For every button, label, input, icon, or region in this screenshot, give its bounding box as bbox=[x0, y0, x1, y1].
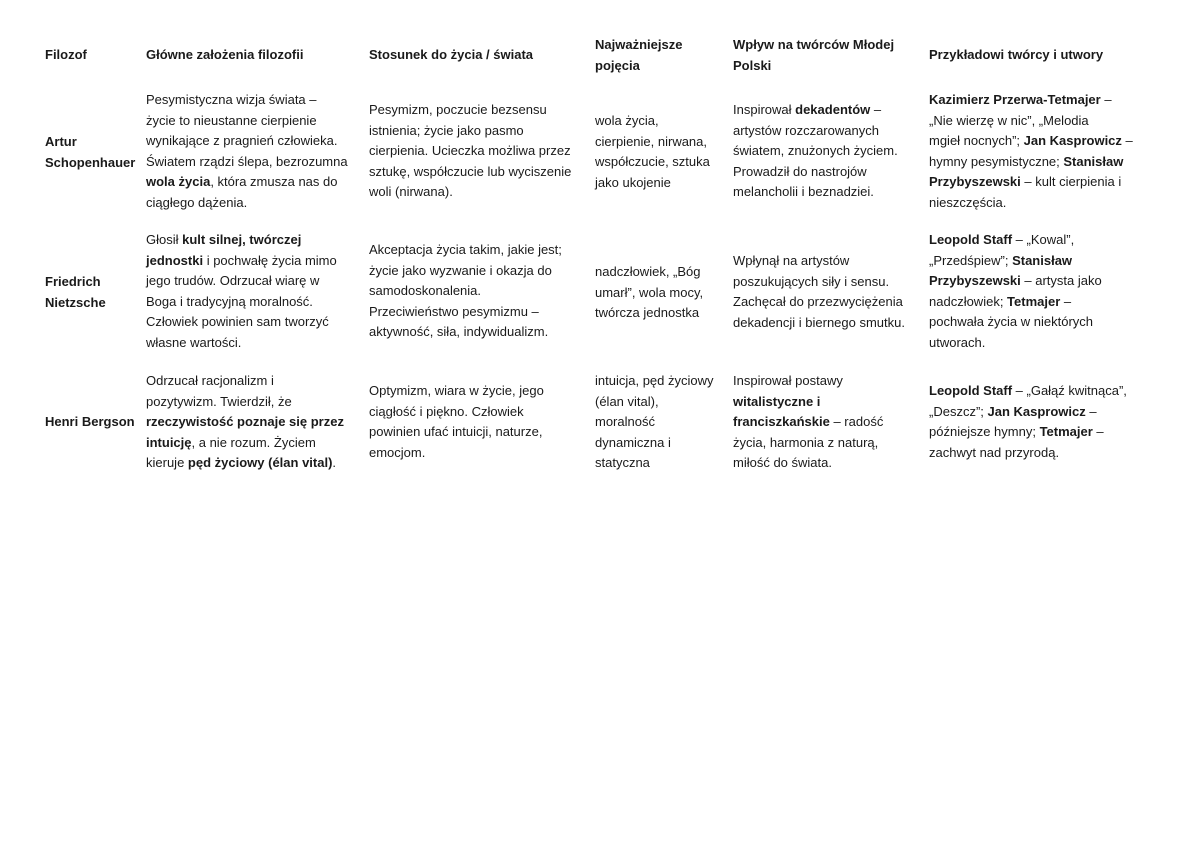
text-run: melancholii i beznadziei. bbox=[733, 184, 874, 199]
cell-text-line bbox=[369, 141, 571, 162]
text-run: Akceptacja życia takim, jakie jest; bbox=[369, 242, 562, 257]
cell-text-line bbox=[929, 90, 1133, 111]
text-run: cierpienie, nirwana, bbox=[595, 133, 708, 149]
cell-text-line bbox=[146, 312, 337, 333]
text-run: Pesymizm, poczucie bezsensu bbox=[369, 102, 547, 117]
bold-text-run: Jan Kasprowicz bbox=[1023, 133, 1122, 148]
text-run: i pochwałę życia mimo bbox=[203, 252, 337, 268]
bold-text-run: wola życia bbox=[146, 174, 211, 189]
header-line: Filozof bbox=[45, 47, 87, 62]
text-run: „Deszcz”; bbox=[929, 403, 988, 419]
cell-text-line bbox=[929, 381, 1127, 402]
text-run: Odrzucał racjonalizm i bbox=[146, 373, 274, 388]
text-run: istnienia; życie jako pasmo bbox=[369, 122, 524, 138]
header-line: Polski bbox=[733, 57, 772, 73]
bold-text-run: rzeczywistość poznaje się przez bbox=[146, 414, 344, 429]
cell-text-line bbox=[595, 412, 714, 433]
row3-attitude bbox=[369, 381, 544, 463]
cell-text-line bbox=[929, 172, 1133, 193]
bold-text-run: Leopold Staff bbox=[929, 383, 1013, 398]
cell-text-line bbox=[733, 392, 883, 413]
cell-text-line bbox=[146, 193, 348, 214]
text-run: , która zmusza nas do bbox=[210, 174, 338, 189]
text-run: dynamiczna i bbox=[595, 434, 671, 450]
cell-text-line bbox=[733, 371, 883, 392]
header-line: pojęcia bbox=[595, 57, 640, 73]
cell-text-line bbox=[595, 173, 710, 194]
cell-text-line bbox=[595, 303, 703, 324]
bold-text-run: dekadentów bbox=[795, 102, 871, 117]
cell-text-line bbox=[369, 402, 544, 423]
text-run: – bbox=[1092, 424, 1104, 439]
cell-text-line bbox=[929, 251, 1102, 272]
text-run: wynikające z pragnień człowieka. bbox=[146, 133, 338, 148]
philosopher-name-line: Schopenhauer bbox=[45, 154, 136, 170]
row1-concepts bbox=[595, 111, 710, 193]
row1-examples bbox=[929, 90, 1133, 213]
cell-text-line bbox=[595, 132, 710, 153]
text-run: – bbox=[870, 102, 882, 117]
text-run: mgieł nocnych”; bbox=[929, 133, 1024, 148]
text-run: dekadencji i biernego smutku. bbox=[733, 314, 905, 330]
cell-text-line bbox=[369, 240, 562, 261]
row2-philosopher bbox=[45, 272, 106, 313]
cell-text-line bbox=[929, 402, 1127, 423]
cell-text-line bbox=[369, 422, 544, 443]
text-run: kieruje bbox=[146, 455, 188, 470]
bold-text-run: Przybyszewski bbox=[929, 174, 1021, 189]
bold-text-run: Leopold Staff bbox=[929, 232, 1013, 247]
bold-text-run: witalistyczne i bbox=[733, 393, 821, 409]
text-run: umarł”, wola mocy, bbox=[595, 284, 704, 300]
cell-text-line bbox=[595, 283, 703, 304]
text-run: Człowiek powinien sam tworzyć bbox=[146, 314, 329, 329]
text-run: artystów rozczarowanych bbox=[733, 122, 879, 138]
row3-philosopher bbox=[45, 412, 135, 433]
text-run: „Nie wierzę w nic”, „Melodia bbox=[929, 112, 1089, 128]
cell-text-line bbox=[733, 292, 905, 313]
cell-text-line bbox=[146, 433, 344, 454]
text-run: miłość do świata. bbox=[733, 455, 832, 470]
cell-text-line bbox=[929, 312, 1102, 333]
header-concepts bbox=[595, 35, 682, 76]
text-run: nieszczęścia. bbox=[929, 194, 1007, 210]
row3-examples bbox=[929, 381, 1127, 463]
cell-text-line bbox=[733, 251, 905, 272]
cell-text-line bbox=[733, 433, 883, 454]
bold-text-run: jednostki bbox=[146, 252, 204, 268]
bold-text-run: Stanisław bbox=[1063, 153, 1124, 169]
cell-text-line bbox=[146, 333, 337, 354]
cell-text-line bbox=[595, 111, 710, 132]
text-run: późniejsze hymny; bbox=[929, 424, 1040, 439]
cell-text-line bbox=[733, 182, 898, 203]
header-philosopher bbox=[45, 45, 87, 66]
cell-text-line bbox=[929, 131, 1133, 152]
text-run: Wpłynął na artystów bbox=[733, 253, 850, 268]
cell-text-line bbox=[369, 182, 571, 203]
row3-concepts bbox=[595, 371, 714, 474]
cell-text-line bbox=[369, 381, 544, 402]
text-run: . bbox=[332, 455, 337, 470]
philosopher-name-line: Nietzsche bbox=[45, 294, 106, 310]
cell-text-line bbox=[369, 261, 562, 282]
row2-influence bbox=[733, 251, 905, 333]
philosopher-name-line: Friedrich bbox=[45, 274, 101, 289]
text-run: zachwyt nad przyrodą. bbox=[929, 444, 1060, 460]
text-run: emocjom. bbox=[369, 444, 426, 460]
text-run: twórcza jednostka bbox=[595, 305, 700, 320]
cell-text-line bbox=[733, 272, 905, 293]
cell-text-line bbox=[929, 422, 1127, 443]
cell-text-line bbox=[929, 271, 1102, 292]
row2-concepts bbox=[595, 262, 703, 324]
cell-text-line bbox=[733, 141, 898, 162]
cell-text-line bbox=[146, 152, 348, 173]
text-run: Boga i tradycyjną moralność. bbox=[146, 293, 313, 309]
cell-text-line bbox=[929, 193, 1133, 214]
header-line: Najważniejsze bbox=[595, 37, 683, 52]
bold-text-run: Tetmajer bbox=[1039, 424, 1093, 439]
cell-text-line bbox=[929, 333, 1102, 354]
cell-text-line bbox=[146, 131, 348, 152]
cell-text-line bbox=[146, 392, 344, 413]
text-run: Zachęcał do przezwyciężenia bbox=[733, 294, 903, 309]
cell-text-line bbox=[146, 271, 337, 292]
cell-text-line bbox=[733, 412, 883, 433]
row1-attitude bbox=[369, 100, 571, 203]
text-run: Głosił bbox=[146, 232, 183, 247]
text-run: utworach. bbox=[929, 334, 986, 350]
text-run: , a nie rozum. Życiem bbox=[191, 434, 316, 450]
cell-text-line bbox=[146, 111, 348, 132]
cell-text-line bbox=[369, 100, 571, 121]
header-line: Przykładowi twórcy i utwory bbox=[929, 47, 1104, 62]
text-run: moralność bbox=[595, 414, 655, 429]
text-run: Inspirował postawy bbox=[733, 373, 843, 388]
cell-text-line bbox=[146, 412, 344, 433]
text-run: Przeciwieństwo pesymizmu – bbox=[369, 303, 539, 319]
row1-influence bbox=[733, 100, 898, 203]
cell-text-line bbox=[369, 121, 571, 142]
text-run: cierpienia. Ucieczka możliwa przez bbox=[369, 143, 571, 158]
bold-text-run: kult silnej, twórczej bbox=[182, 232, 302, 247]
cell-text-line bbox=[733, 100, 898, 121]
text-run: samodoskonalenia. bbox=[369, 283, 482, 298]
text-run: życia, harmonia z naturą, bbox=[733, 434, 879, 450]
text-run: – bbox=[1100, 92, 1112, 107]
cell-text-line bbox=[929, 292, 1102, 313]
header-line: Główne założenia filozofii bbox=[146, 47, 304, 62]
row3-influence bbox=[733, 371, 883, 474]
cell-text-line bbox=[146, 371, 344, 392]
cell-text-line bbox=[929, 443, 1127, 464]
cell-text-line bbox=[733, 313, 905, 334]
text-run: sztukę, współczucie lub wyciszenie bbox=[369, 163, 572, 179]
cell-text-line bbox=[595, 433, 714, 454]
cell-text-line bbox=[929, 152, 1133, 173]
row2-examples bbox=[929, 230, 1102, 353]
text-run: jako ukojenie bbox=[595, 174, 671, 190]
cell-text-line bbox=[369, 302, 562, 323]
row3-assumptions bbox=[146, 371, 344, 474]
row1-assumptions bbox=[146, 90, 348, 213]
text-run: – „Kowal”, bbox=[1012, 232, 1075, 247]
text-run: hymny pesymistyczne; bbox=[929, 153, 1064, 169]
text-run: światem, znużonych życiem. bbox=[733, 143, 898, 158]
text-run: życie jako wyzwanie i okazja do bbox=[369, 262, 552, 278]
text-run: życie to nieustanne cierpienie bbox=[146, 112, 317, 128]
cell-text-line bbox=[595, 392, 714, 413]
cell-text-line bbox=[595, 453, 714, 474]
text-run: woli (nirwana). bbox=[369, 184, 453, 199]
text-run: pozytywizm. Twierdził, że bbox=[146, 393, 292, 409]
header-assumptions bbox=[146, 45, 303, 66]
text-run: – bbox=[1121, 133, 1133, 148]
cell-text-line bbox=[733, 453, 883, 474]
text-run: Inspirował bbox=[733, 102, 796, 117]
cell-text-line bbox=[595, 371, 714, 392]
header-line: Stosunek do życia / świata bbox=[369, 47, 533, 62]
cell-text-line bbox=[146, 251, 337, 272]
text-run: intuicja, pęd życiowy bbox=[595, 373, 714, 388]
row2-assumptions bbox=[146, 230, 337, 353]
header-examples bbox=[929, 45, 1103, 66]
bold-text-run: Przybyszewski bbox=[929, 273, 1021, 288]
text-run: nadczłowiek; bbox=[929, 293, 1008, 309]
text-run: jego trudów. Odrzucał wiarę w bbox=[146, 273, 320, 288]
cell-text-line bbox=[146, 230, 337, 251]
text-run: Prowadził do nastrojów bbox=[733, 163, 867, 179]
bold-text-run: Tetmajer bbox=[1007, 293, 1061, 309]
text-run: ciągłego dążenia. bbox=[146, 194, 248, 210]
cell-text-line bbox=[146, 172, 348, 193]
cell-text-line bbox=[733, 162, 898, 183]
text-run: – kult cierpienia i bbox=[1020, 174, 1122, 189]
row1-philosopher bbox=[45, 132, 135, 173]
text-run: statyczna bbox=[595, 455, 650, 470]
text-run: – artysta jako bbox=[1020, 273, 1102, 288]
cell-text-line bbox=[929, 230, 1102, 251]
text-run: – bbox=[1060, 293, 1072, 309]
cell-text-line bbox=[146, 453, 344, 474]
bold-text-run: Kazimierz Przerwa-Tetmajer bbox=[929, 92, 1101, 107]
header-attitude bbox=[369, 45, 533, 66]
bold-text-run: Stanisław bbox=[1012, 252, 1073, 268]
cell-text-line bbox=[733, 121, 898, 142]
header-influence bbox=[733, 35, 894, 76]
text-run: współczucie, sztuka bbox=[595, 154, 710, 169]
cell-text-line bbox=[595, 152, 710, 173]
text-run: – bbox=[1085, 403, 1097, 419]
cell-text-line bbox=[595, 262, 703, 283]
cell-text-line bbox=[369, 281, 562, 302]
row2-attitude bbox=[369, 240, 562, 343]
text-run: „Przedśpiew”; bbox=[929, 252, 1013, 268]
text-run: własne wartości. bbox=[146, 334, 242, 350]
text-run: aktywność, siła, indywidualizm. bbox=[369, 324, 549, 339]
cell-text-line bbox=[146, 90, 348, 111]
text-run: nadczłowiek, „Bóg bbox=[595, 264, 701, 279]
cell-text-line bbox=[369, 162, 571, 183]
text-run: Światem rządzi ślepa, bezrozumna bbox=[146, 153, 348, 169]
philosopher-name-line: Henri Bergson bbox=[45, 414, 135, 429]
text-run: – radość bbox=[829, 414, 884, 429]
text-run: Pesymistyczna wizja świata – bbox=[146, 92, 317, 107]
bold-text-run: pęd życiowy (élan vital) bbox=[187, 455, 333, 470]
bold-text-run: franciszkańskie bbox=[733, 414, 830, 429]
text-run: pochwała życia w niektórych bbox=[929, 314, 1094, 329]
text-run: (élan vital), bbox=[595, 393, 659, 409]
text-run: Optymizm, wiara w życie, jego bbox=[369, 383, 544, 398]
header-line: Wpływ na twórców Młodej bbox=[733, 37, 895, 52]
bold-text-run: intuicję bbox=[146, 434, 192, 450]
cell-text-line bbox=[369, 322, 562, 343]
text-run: wola życia, bbox=[595, 113, 659, 128]
cell-text-line bbox=[369, 443, 544, 464]
cell-text-line bbox=[146, 292, 337, 313]
cell-text-line bbox=[929, 111, 1133, 132]
text-run: ciągłość i piękno. Człowiek bbox=[369, 403, 524, 419]
bold-text-run: Jan Kasprowicz bbox=[987, 403, 1086, 419]
text-run: powinien ufać intuicji, naturze, bbox=[369, 424, 543, 439]
text-run: – „Gałąź kwitnąca”, bbox=[1012, 383, 1127, 398]
text-run: poszukujących siły i sensu. bbox=[733, 273, 890, 289]
philosopher-name-line: Artur bbox=[45, 134, 77, 149]
